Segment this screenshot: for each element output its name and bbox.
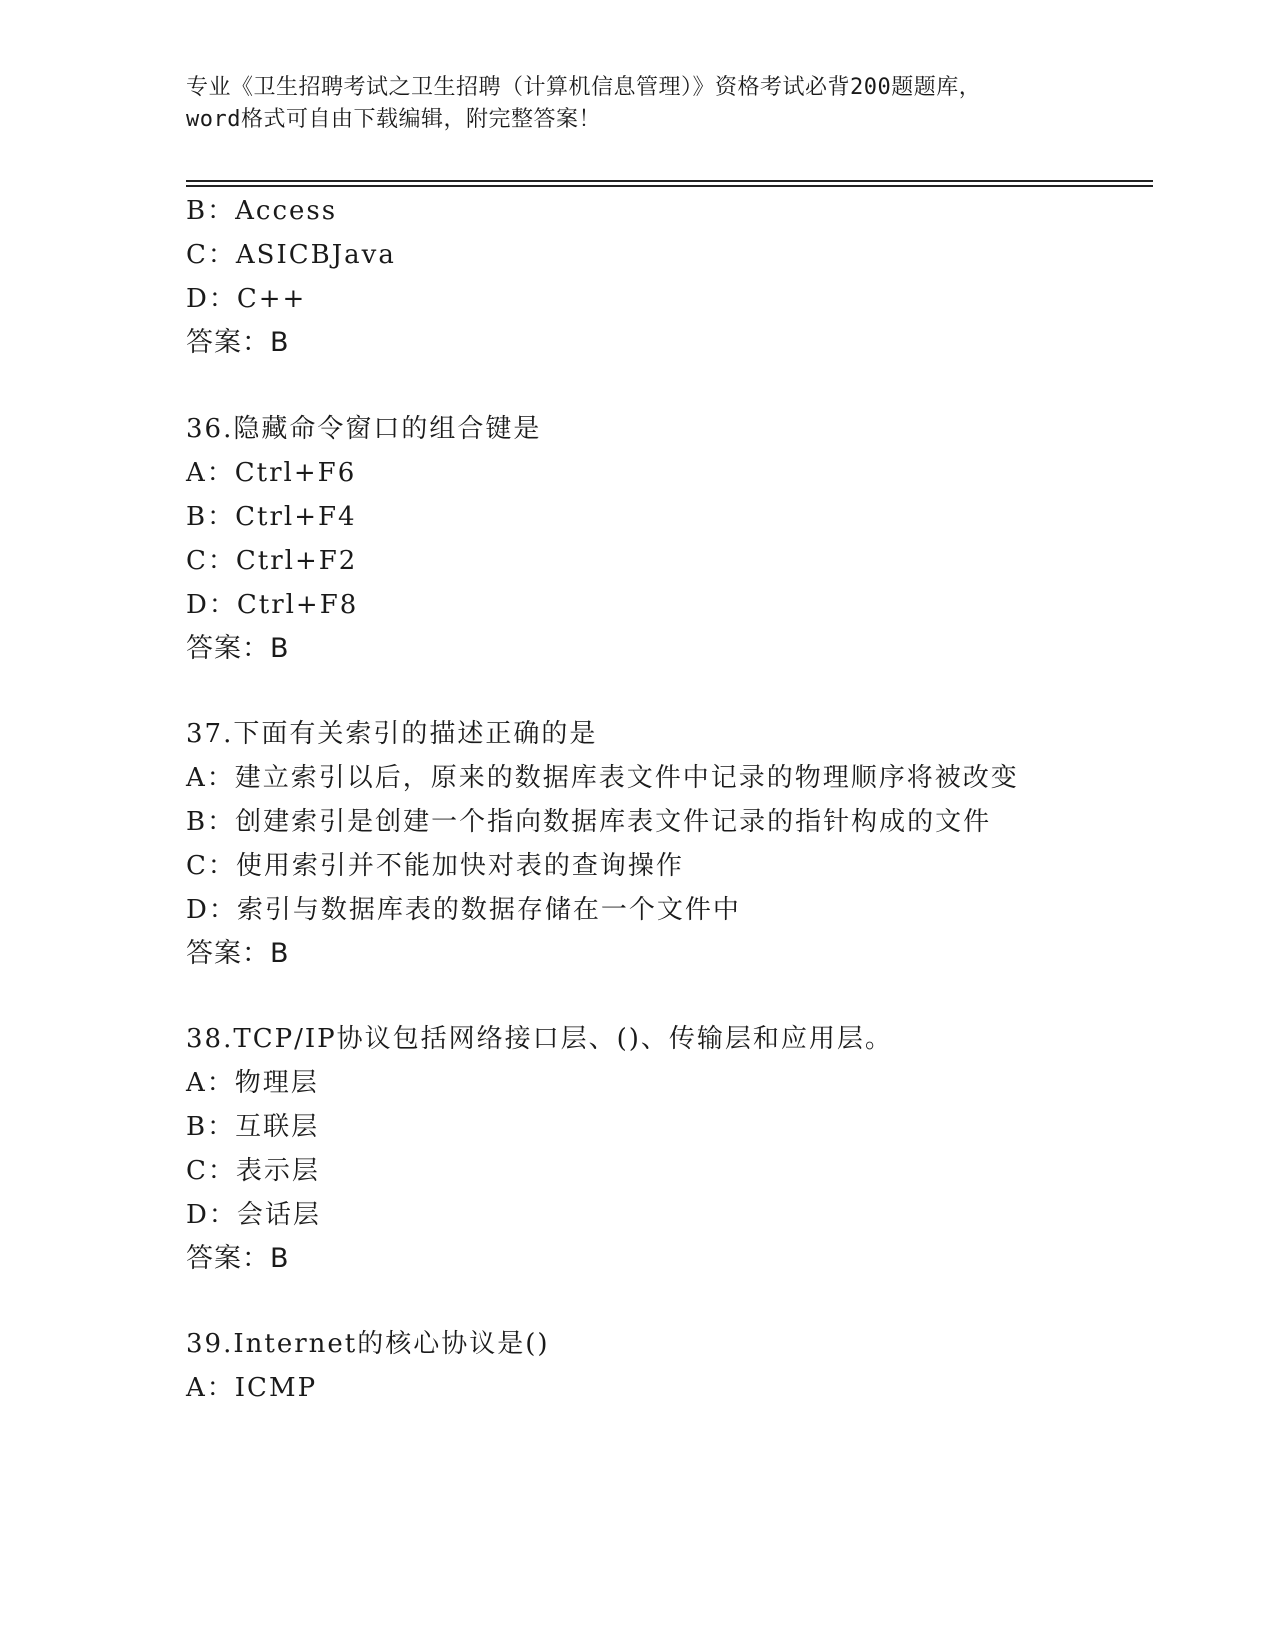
header-title-line-1: 专业《卫生招聘考试之卫生招聘（计算机信息管理）》资格考试必背200题题库， bbox=[186, 75, 982, 100]
header-divider-top bbox=[186, 180, 1153, 182]
document-header bbox=[186, 72, 1086, 136]
q36-option-b: B：Ctrl+F4 bbox=[186, 502, 357, 532]
q36-option-c: C：Ctrl+F2 bbox=[186, 546, 358, 576]
q35-option-c: C：ASICBJava bbox=[186, 240, 396, 270]
q38-question: 38.TCP/IP协议包括网络接口层、()、传输层和应用层。 bbox=[186, 1024, 893, 1054]
q39-question: 39.Internet的核心协议是() bbox=[186, 1329, 550, 1359]
q37-option-b: B：创建索引是创建一个指向数据库表文件记录的指针构成的文件 bbox=[186, 807, 992, 837]
q35-option-b: B：Access bbox=[186, 196, 338, 226]
q37-answer: 答案：B bbox=[186, 938, 290, 969]
q36-answer: 答案：B bbox=[186, 633, 290, 664]
q37-option-d: D：索引与数据库表的数据存储在一个文件中 bbox=[186, 895, 741, 925]
q38-option-a: A：物理层 bbox=[186, 1068, 319, 1098]
q37-option-a: A：建立索引以后，原来的数据库表文件中记录的物理顺序将被改变 bbox=[186, 763, 1019, 793]
header-title-line-2: word格式可自由下载编辑，附完整答案！ bbox=[186, 107, 601, 132]
q35-answer: 答案：B bbox=[186, 327, 290, 358]
q38-answer: 答案：B bbox=[186, 1243, 290, 1274]
q38-option-b: B：互联层 bbox=[186, 1112, 320, 1142]
header-divider-bottom bbox=[186, 185, 1153, 187]
q37-question: 37.下面有关索引的描述正确的是 bbox=[186, 719, 598, 749]
q39-option-a: A：ICMP bbox=[186, 1373, 318, 1403]
q38-option-c: C：表示层 bbox=[186, 1156, 320, 1186]
q38-option-d: D：会话层 bbox=[186, 1200, 321, 1230]
q35-option-d: D：C++ bbox=[186, 284, 307, 314]
q36-option-a: A：Ctrl+F6 bbox=[186, 458, 357, 488]
q36-question: 36.隐藏命令窗口的组合键是 bbox=[186, 414, 542, 444]
q37-option-c: C：使用索引并不能加快对表的查询操作 bbox=[186, 851, 684, 881]
q36-option-d: D：Ctrl+F8 bbox=[186, 590, 359, 620]
